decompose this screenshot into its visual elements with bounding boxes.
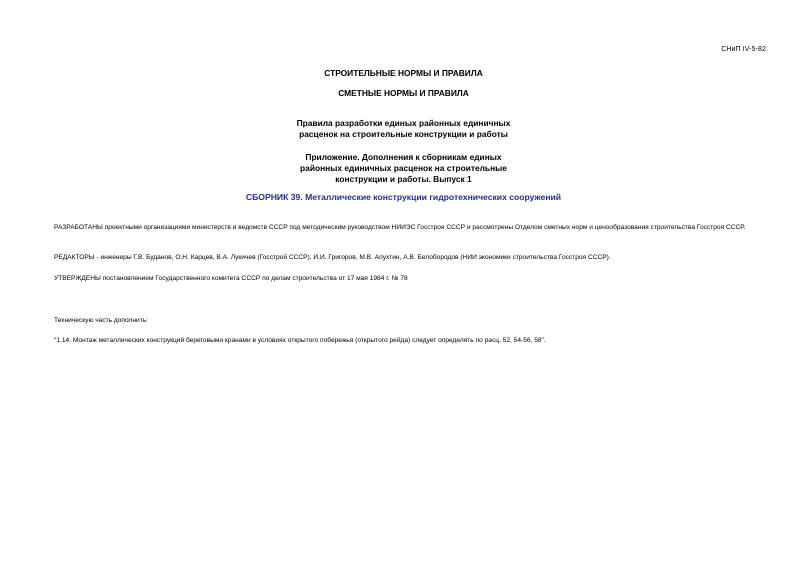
subtitle: СМЕТНЫЕ НОРМЫ И ПРАВИЛА: [338, 88, 469, 98]
tech-part-paragraph: [40, 316, 767, 326]
approved-paragraph: [40, 274, 767, 284]
appendix-title-line: районных единичных расценок на строительные: [300, 163, 507, 173]
document-code: СНиП IV-5-82: [721, 46, 766, 53]
collection-title: СБОРНИК 39. Металлические конструкции гидротехнических сооружений: [245, 192, 562, 202]
clause-paragraph: [40, 336, 767, 346]
rules-title-line: Правила разработки единых районных единичных: [296, 118, 511, 128]
appendix-title: [0, 152, 807, 185]
appendix-title-line: конструкции и работы. Выпуск 1: [335, 174, 472, 184]
clause-text: "1.14. Монтаж металлических конструкций береговыми кранами в условиях открытого побережья (открытого рейда) следует определять по расц. 52, 54-56, 58".: [54, 337, 546, 344]
approved-text: УТВЕРЖДЕНЫ постановлением Государственного комитета СССР по делам строительства от 17 мая 1984 г. № 78: [54, 275, 408, 282]
main-title: СТРОИТЕЛЬНЫЕ НОРМЫ И ПРАВИЛА: [324, 68, 483, 78]
appendix-title-line: Приложение. Дополнения к сборникам единых: [305, 152, 502, 162]
developed-text: РАЗРАБОТАНЫ проектными организациями министерств и ведомств СССР под методическим руководством НИИЭС Госстроя СССР и рассмотрены Отделом сметных норм и ценообразования строительства Госстроя СССР.: [54, 224, 746, 231]
editors-paragraph: [40, 253, 767, 263]
tech-part-text: Техническую часть дополнить:: [54, 317, 148, 324]
editors-text: РЕДАКТОРЫ - инженеры Г.В. Буданов, О.Н. Карцев, В.А. Лукичев (Госстрой СССР), И.И. Григоров, М.В. Апухтин, А.В. Белобородов (НИИ экономики строительства Госстроя СССР).: [54, 254, 611, 261]
rules-title: [0, 118, 807, 140]
rules-title-line: расценок на строительные конструкции и работы: [299, 129, 508, 139]
developed-paragraph: [40, 223, 767, 233]
